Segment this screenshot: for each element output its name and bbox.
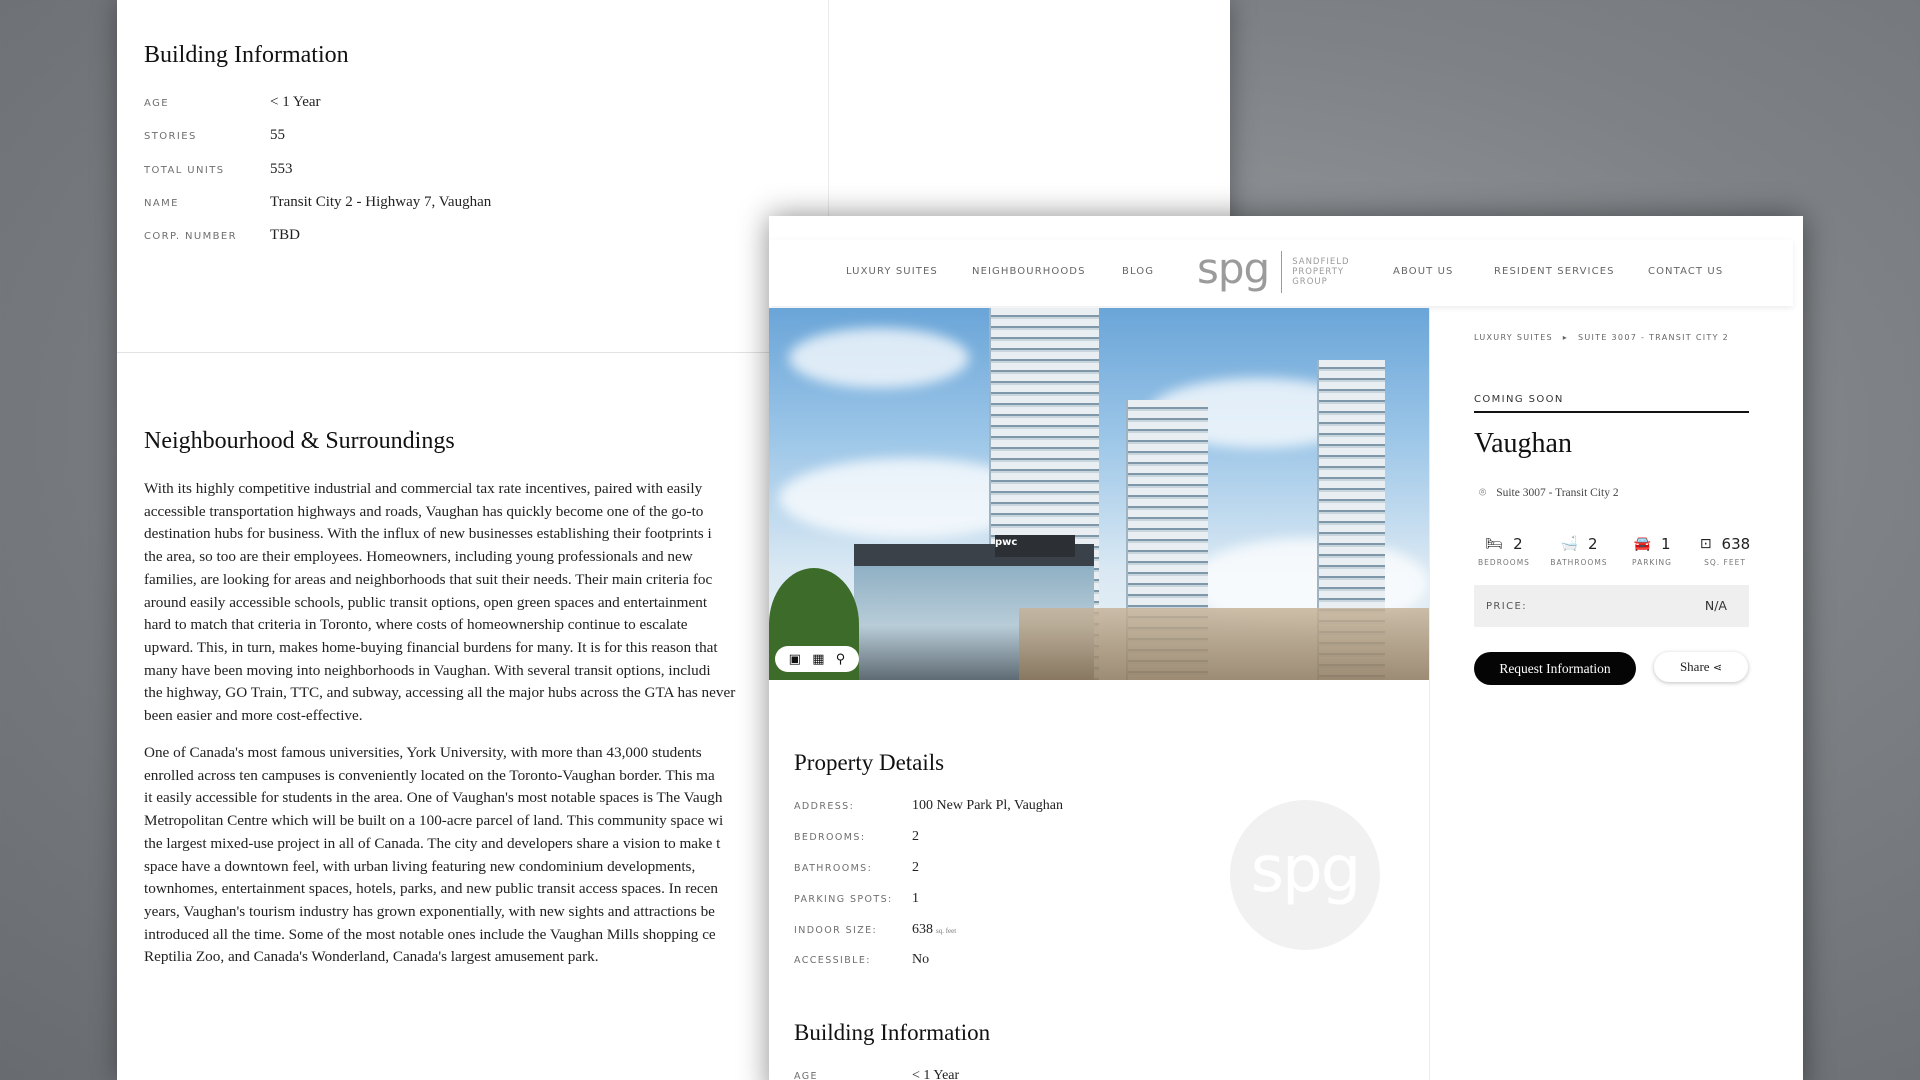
stat-label: SQ. FEET: [1704, 558, 1746, 567]
stat-square-feet: [1690, 534, 1760, 567]
bed-icon: 🛏: [1485, 536, 1504, 552]
text-line: the highway, GO Train, TTC, and subway, accessing all the major hubs across the GTA has never: [144, 684, 736, 702]
row-value: < 1 Year: [270, 94, 321, 110]
nav-luxury-suites[interactable]: LUXURY SUITES: [846, 266, 938, 277]
stat-label: BEDROOMS: [1478, 558, 1530, 567]
listing-page-window: [769, 216, 1803, 1080]
building-info-row-age: [144, 94, 744, 114]
status-underline: [1474, 411, 1749, 413]
gallery-icon[interactable]: ▣: [788, 651, 801, 667]
stat-parking: [1617, 534, 1687, 567]
text-line: space have a downtown feel, with urban living featuring new condominium developments,: [144, 857, 696, 875]
text-line: introduced all the time. Some of the most notable ones include the Vaughan Mills shopping ce: [144, 925, 716, 943]
logo-divider: [1281, 251, 1282, 293]
row-value: < 1 Year: [912, 1068, 960, 1080]
text-line: years, Vaughan's tourism industry has grown exponentially, with new sights and attractions be: [144, 902, 715, 920]
row-value: 2: [912, 860, 919, 875]
row-value: 1: [912, 891, 919, 906]
row-label: INDOOR SIZE:: [794, 925, 878, 936]
row-label: ADDRESS:: [794, 801, 855, 812]
breadcrumb-separator-icon: ▸: [1562, 333, 1569, 342]
cloud: [789, 328, 969, 388]
text-line: families, are looking for areas and neighborhoods that suit their needs. Their main criteria foc: [144, 570, 713, 588]
text-line: One of Canada's most famous universities, York University, with more than 43,000 students: [144, 744, 702, 761]
text-line: hard to match that criteria in Toronto, where costs of homeownership continue to escalate: [144, 616, 688, 634]
street-level: [1019, 608, 1430, 680]
detail-row-accessible: [794, 952, 1394, 972]
nav-blog[interactable]: BLOG: [1122, 266, 1155, 277]
nav-resident-services[interactable]: RESIDENT SERVICES: [1494, 266, 1615, 277]
row-value: TBD: [270, 227, 300, 243]
stat-bedrooms: [1469, 534, 1539, 567]
top-navigation: [769, 240, 1793, 306]
breadcrumb-luxury-suites[interactable]: LUXURY SUITES: [1474, 333, 1553, 342]
text-line: the area, so too are their employees. Homeowners, including young professionals and new: [144, 548, 693, 566]
share-button[interactable]: [1654, 652, 1748, 682]
address-text: Suite 3007 - Transit City 2: [1496, 486, 1619, 499]
text-line: destination hubs for business. With the influx of new businesses establishing their footprints i: [144, 525, 712, 543]
logo-wordmark: [1292, 257, 1349, 287]
row-label: STORIES: [144, 131, 197, 142]
stat-label: PARKING: [1632, 558, 1672, 567]
building-info-row-total-units: [144, 161, 744, 181]
property-hero-image[interactable]: [769, 308, 1430, 680]
row-value: 55: [270, 127, 285, 143]
price-value: N/A: [1704, 598, 1727, 613]
request-information-button[interactable]: Request Information: [1474, 652, 1636, 685]
row-value: Transit City 2 - Highway 7, Vaughan: [270, 194, 492, 210]
location-pin-icon: ⌾: [1479, 485, 1487, 499]
building-information-heading: Building Information: [794, 1020, 991, 1045]
text-line: been easier and more cost-effective.: [144, 707, 363, 725]
price-label: PRICE:: [1486, 601, 1527, 612]
status-label: COMING SOON: [1474, 394, 1564, 405]
listing-city-title: Vaughan: [1474, 428, 1572, 459]
row-value: 2: [912, 829, 919, 844]
breadcrumb: [1474, 333, 1729, 342]
gallery-controls: [775, 646, 859, 672]
row-label: NAME: [144, 198, 179, 209]
spg-watermark-logo: [1230, 800, 1380, 950]
building-info-row-name: [144, 194, 744, 214]
text-line: many have been moving into neighborhoods in Vaughan. With several transit options, includi: [144, 661, 711, 679]
row-value: 553: [270, 161, 293, 177]
price-box: [1474, 585, 1749, 627]
row-label: BEDROOMS:: [794, 832, 866, 843]
share-icon: ⋖: [1712, 662, 1723, 674]
text-line: With its highly competitive industrial and commercial tax rate incentives, paired with easily: [144, 480, 703, 497]
size-value: 638: [912, 922, 933, 937]
text-line: accessible transportation highways and roads, Vaughan has quickly become one of the go-to: [144, 502, 704, 520]
row-label: TOTAL UNITS: [144, 165, 225, 176]
bath-icon: 🛁: [1560, 536, 1578, 552]
logo-mark: spg: [1197, 244, 1270, 293]
nav-contact-us[interactable]: CONTACT US: [1648, 266, 1724, 277]
stat-label: BATHROOMS: [1550, 558, 1608, 567]
neighbourhood-heading: Neighbourhood & Surroundings: [144, 428, 455, 454]
building-info-row-age: [794, 1068, 1394, 1080]
building-information-heading: Building Information: [144, 42, 349, 68]
spg-logo[interactable]: [1197, 244, 1350, 296]
logo-line: SANDFIELD: [1292, 257, 1350, 267]
neighbourhood-paragraph-2: [144, 742, 764, 969]
car-icon: 🚘: [1633, 536, 1651, 552]
stat-value: 2: [1513, 535, 1523, 553]
row-value: 100 New Park Pl, Vaughan: [912, 798, 1064, 813]
stat-value: 2: [1587, 535, 1598, 553]
text-line: upward. This, in turn, makes home-buying financial burdens for many. It is for this reason that: [144, 638, 718, 656]
text-line: Reptilia Zoo, and Canada's Wonderland, Canada's largest amusement park.: [144, 948, 599, 966]
neighbourhood-paragraph-1: [144, 478, 764, 728]
stat-bathrooms: [1544, 534, 1614, 567]
row-label: ACCESSIBLE:: [794, 955, 871, 966]
breadcrumb-current: SUITE 3007 - TRANSIT CITY 2: [1577, 333, 1729, 342]
row-label: AGE: [794, 1071, 818, 1080]
stat-value: 638: [1721, 535, 1751, 553]
text-line: enrolled across ten campuses is conveniently located on the Toronto-Vaughan border. This ma: [144, 766, 715, 784]
share-label: Share: [1679, 659, 1710, 674]
nav-neighbourhoods[interactable]: NEIGHBOURHOODS: [972, 266, 1086, 277]
grid-icon[interactable]: ▦: [812, 651, 825, 667]
row-label: BATHROOMS:: [794, 863, 873, 874]
map-pin-icon[interactable]: ⚲: [835, 651, 846, 667]
stat-value: 1: [1660, 535, 1671, 553]
text-line: the largest mixed-use project in all of Canada. The city and developers share a vision to make t: [144, 834, 721, 852]
text-line: Metropolitan Centre which will be built on a 100-acre parcel of land. This community space wi: [144, 812, 724, 830]
building-info-row-stories: [144, 127, 744, 147]
building-sign: pwc: [995, 537, 1018, 548]
nav-about-us[interactable]: ABOUT US: [1393, 266, 1454, 277]
row-label: CORP. NUMBER: [144, 231, 237, 242]
building-info-row-corp-number: [144, 227, 744, 247]
row-value: [912, 922, 956, 938]
size-unit: sq. feet: [936, 927, 957, 935]
row-value: No: [912, 952, 930, 967]
text-line: townhomes, entertainment spaces, hotels, parks, and new public transit access spaces. In recen: [144, 880, 718, 898]
text-line: around easily accessible schools, public transit options, open green spaces and entertainment: [144, 593, 708, 611]
property-details-heading: Property Details: [794, 750, 945, 775]
listing-address: [1479, 485, 1619, 500]
logo-line: GROUP: [1292, 277, 1328, 287]
floorplan-icon: ⊡: [1699, 536, 1712, 552]
row-label: PARKING SPOTS:: [794, 894, 893, 905]
row-label: AGE: [144, 98, 169, 109]
logo-line: PROPERTY: [1292, 267, 1345, 277]
watermark-mark: spg: [1250, 833, 1360, 907]
text-line: it easily accessible for students in the area. One of Vaughan's most notable spaces is The Vaugh: [144, 789, 723, 807]
column-divider: [1429, 308, 1430, 1080]
